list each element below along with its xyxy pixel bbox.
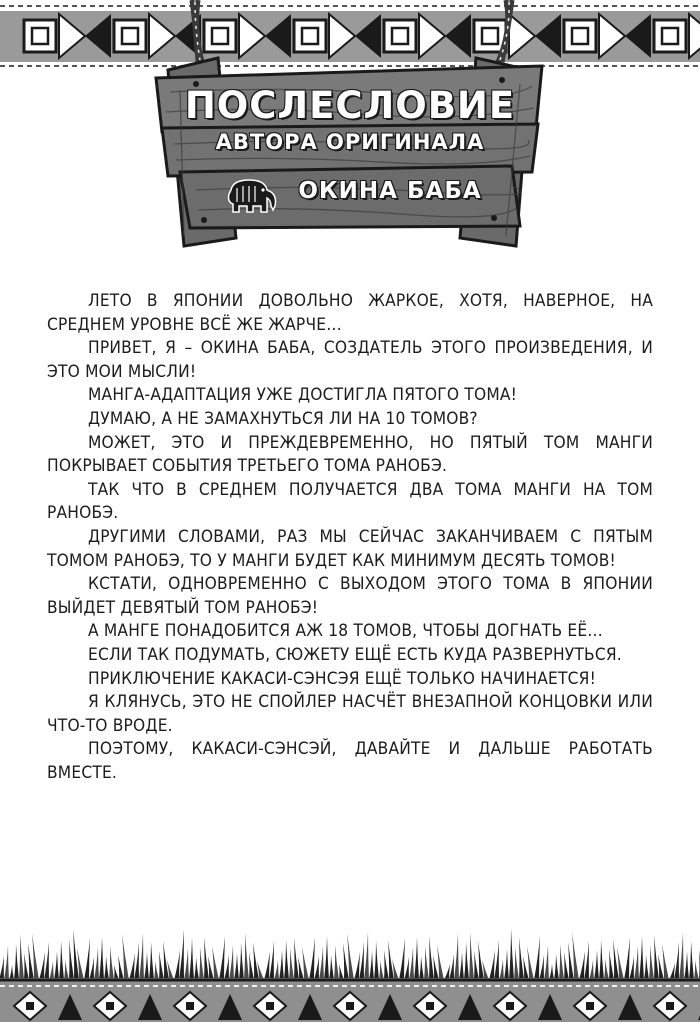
paragraph: МАНГА-АДАПТАЦИЯ УЖЕ ДОСТИГЛА ПЯТОГО ТОМА! [88,385,518,406]
paragraph: ПОЭТОМУ, КАКАСИ-СЭНСЭЙ, ДАВАЙТЕ И ДАЛЬШЕ РАБОТАТЬ ВМЕСТЕ. [47,739,653,783]
paragraph: А МАНГЕ ПОНАДОБИТСЯ АЖ 18 ТОМОВ, ЧТОБЫ ДОГНАТЬ ЕЁ… [88,621,603,642]
paragraph: ДРУГИМИ СЛОВАМИ, РАЗ МЫ СЕЙЧАС ЗАКАНЧИВАЕМ С ПЯТЫМ ТОМОМ РАНОБЭ, ТО У МАНГИ БУДЕТ КАК МИНИМУМ ДЕСЯТЬ ТОМОВ! [47,526,653,571]
paragraph: ПРИВЕТ, Я – ОКИНА БАБА, СОЗДАТЕЛЬ ЭТОГО ПРОИЗВЕДЕНИЯ, И ЭТО МОИ МЫСЛИ! [47,338,653,382]
page-subtitle: АВТОРА ОРИГИНАЛА [215,130,485,154]
paragraph: ПРИКЛЮЧЕНИЕ КАКАСИ-СЭНСЭЯ ЕЩЁ ТОЛЬКО НАЧИНАЕТСЯ! [88,668,596,689]
afterword-text [47,290,653,785]
paragraph: ЛЕТО В ЯПОНИИ ДОВОЛЬНО ЖАРКОЕ, ХОТЯ, НАВЕРНОЕ, НА СРЕДНЕМ УРОВНЕ ВСЁ ЖЕ ЖАРЧЕ… [47,291,653,335]
page-title: ПОСЛЕСЛОВИЕ [184,84,516,127]
title-sign [140,0,560,250]
paragraph: ДУМАЮ, А НЕ ЗАМАХНУТЬСЯ ЛИ НА 10 ТОМОВ? [88,408,478,429]
paragraph: ТАК ЧТО В СРЕДНЕМ ПОЛУЧАЕТСЯ ДВА ТОМА МАНГИ НА ТОМ РАНОБЭ. [47,479,653,524]
paragraph: Я КЛЯНУСЬ, ЭТО НЕ СПОЙЛЕР НАСЧЁТ ВНЕЗАПНОЙ КОНЦОВКИ ИЛИ ЧТО-ТО ВРОДЕ. [47,692,653,736]
paragraph: МОЖЕТ, ЭТО И ПРЕЖДЕВРЕМЕННО, НО ПЯТЫЙ ТОМ МАНГИ ПОКРЫВАЕТ СОБЫТИЯ ТРЕТЬЕГО ТОМА РАНОБЭ. [47,432,653,477]
bottom-grass-border [0,920,700,1022]
paragraph: ЕСЛИ ТАК ПОДУМАТЬ, СЮЖЕТУ ЕЩЁ ЕСТЬ КУДА РАЗВЕРНУТЬСЯ. [88,644,622,665]
author-name: ОКИНА БАБА [298,178,482,204]
paragraph: КСТАТИ, ОДНОВРЕМЕННО С ВЫХОДОМ ЭТОГО ТОМА В ЯПОНИИ ВЫЙДЕТ ДЕВЯТЫЙ ТОМ РАНОБЭ! [47,574,653,618]
